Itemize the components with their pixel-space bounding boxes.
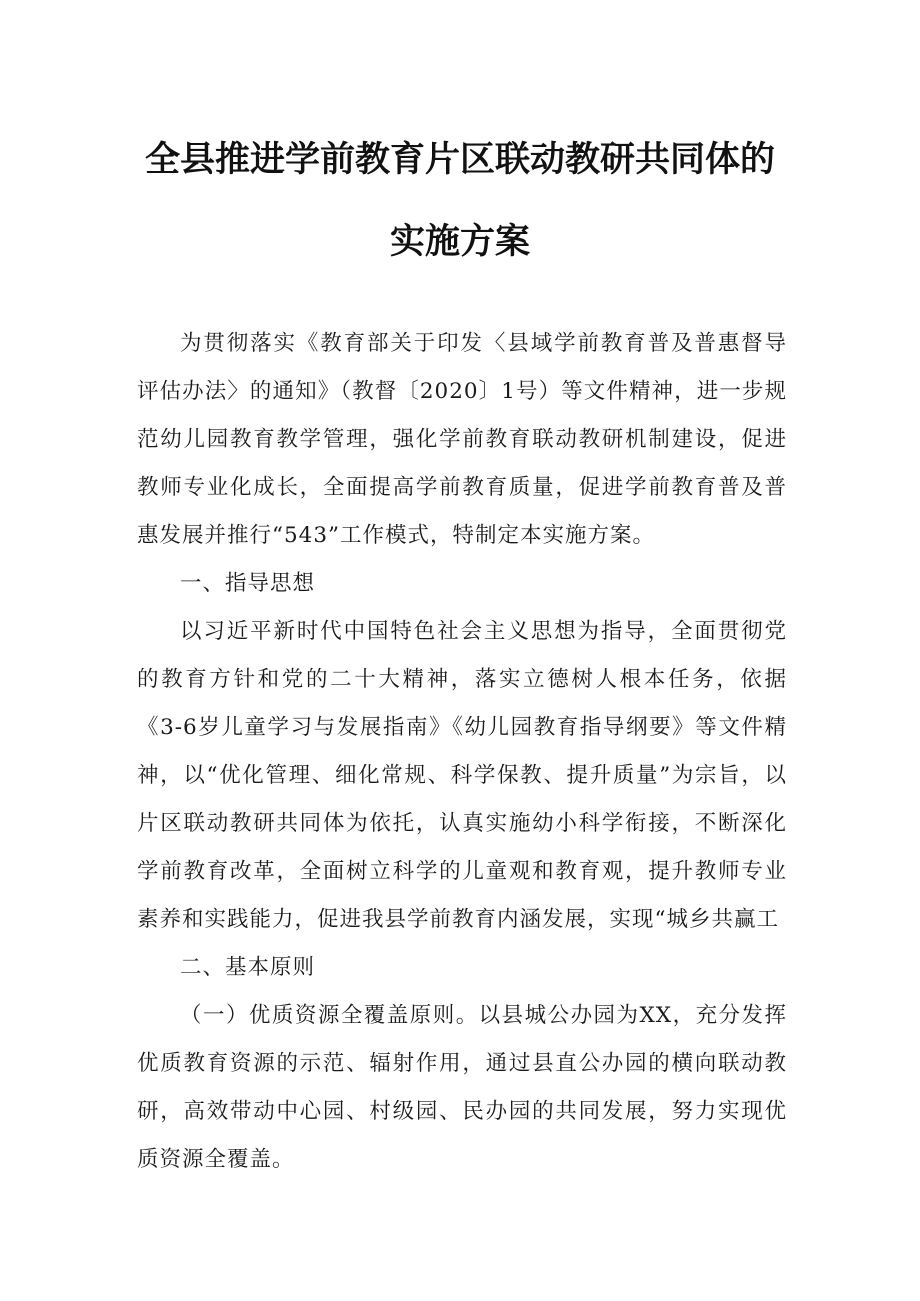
- document-title-line-2: 实施方案: [389, 222, 530, 262]
- guiding-ideology-paragraph: 以习近平新时代中国特色社会主义思想为指导，全面贯彻党的教育方针和党的二十大精神，落实立德树人根本任务，依据《3-6岁儿童学习与发展指南》《幼儿园教育指导纲要》等文件精神，以“优化管理、细化常规、科学保教、提升质量”为宗旨，以片区联动教研共同体为依托，认真实施幼小科学衔接，不断深化学前教育改革，全面树立科学的儿童观和教育观，提升教师专业素养和实践能力，促进我县学前教育内涵发展，实现“城乡共赢工: [137, 619, 787, 932]
- document-body: [137, 320, 787, 1184]
- intro-paragraph: 为贯彻落实《教育部关于印发〈县域学前教育普及普惠督导评估办法〉的通知》（教督〔2020〕1号）等文件精神，进一步规范幼儿园教育教学管理，强化学前教育联动教研机制建设，促进教师专业化成长，全面提高学前教育质量，促进学前教育普及普惠发展并推行“543”工作模式，特制定本实施方案。: [137, 331, 787, 548]
- principle-1-paragraph: （一）优质资源全覆盖原则。以县城公办园为XX，充分发挥优质教育资源的示范、辐射作用，通过县直公办园的横向联动教研，高效带动中心园、村级园、民办园的共同发展，努力实现优质资源全覆盖。: [137, 1003, 787, 1172]
- section-heading-basic-principles: 二、基本原则: [180, 955, 316, 980]
- section-heading-guiding-ideology: 一、指导思想: [180, 571, 316, 596]
- document-title-line-1: 全县推进学前教育片区联动教研共同体的: [144, 140, 775, 180]
